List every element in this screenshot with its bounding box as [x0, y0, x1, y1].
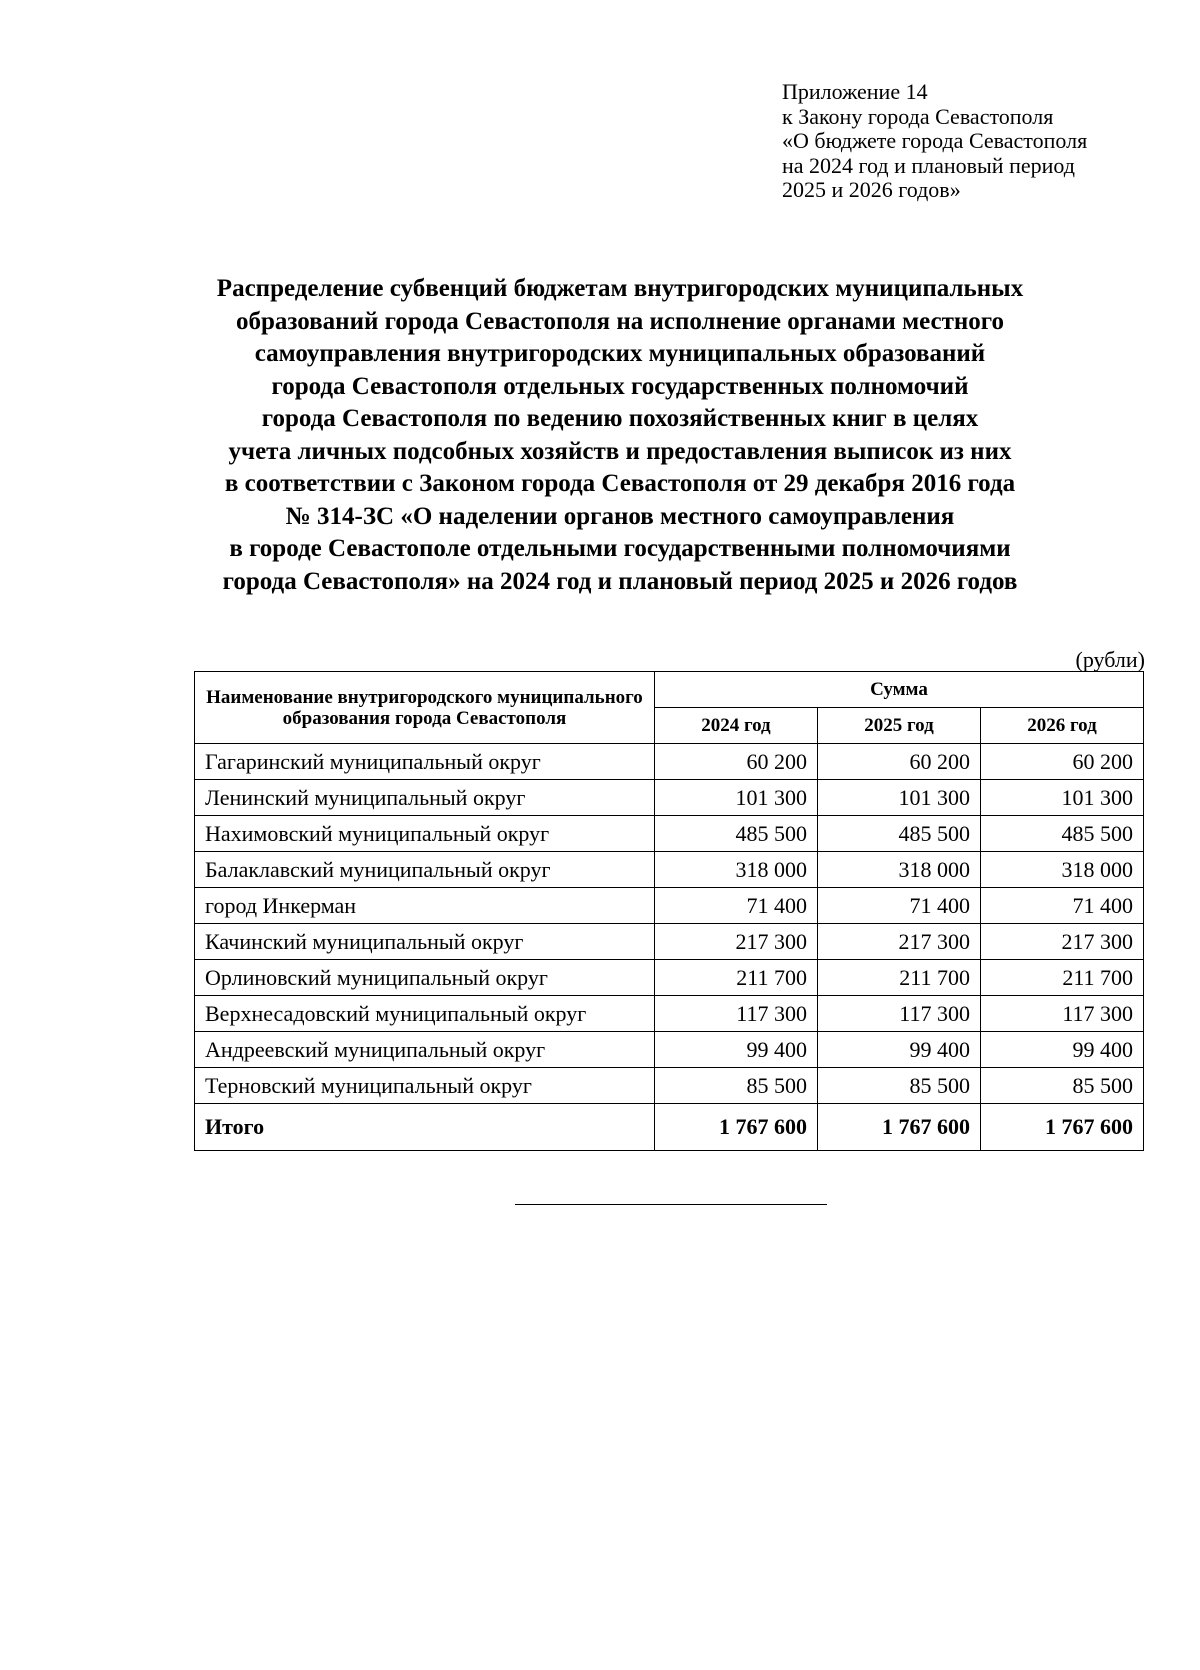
amount-2026: 101 300: [980, 780, 1143, 816]
appendix-line: 2025 и 2026 годов»: [782, 177, 961, 202]
year-2026-header: 2026 год: [980, 708, 1143, 744]
table-header-row: [195, 672, 1144, 708]
table-row: [195, 996, 1144, 1032]
document-title: [150, 273, 1090, 598]
title-line: города Севастополя отдельных государственных полномочий: [271, 372, 969, 400]
amount-2024: 60 200: [654, 744, 817, 780]
municipality-name: Гагаринский муниципальный округ: [195, 744, 655, 780]
amount-2025: 99 400: [817, 1032, 980, 1068]
amount-2026: 71 400: [980, 888, 1143, 924]
appendix-line: «О бюджете города Севастополя: [782, 128, 1088, 153]
appendix-line: на 2024 год и плановый период: [782, 152, 1075, 178]
amount-2025: 485 500: [817, 816, 980, 852]
municipality-name: Верхнесадовский муниципальный округ: [195, 996, 655, 1032]
total-2025: 1 767 600: [817, 1104, 980, 1151]
amount-2025: 101 300: [817, 780, 980, 816]
table-row: [195, 888, 1144, 924]
appendix-note: [782, 80, 1087, 203]
total-row: [195, 1104, 1144, 1151]
municipality-name: Андреевский муниципальный округ: [195, 1032, 655, 1068]
subvention-table: [194, 671, 1144, 1151]
amount-2025: 85 500: [817, 1068, 980, 1104]
amount-2024: 99 400: [654, 1032, 817, 1068]
title-line: Распределение субвенций бюджетам внутригородских муниципальных: [216, 275, 1024, 302]
amount-2026: 117 300: [980, 996, 1143, 1032]
table-row: [195, 780, 1144, 816]
title-line: в соответствии с Законом города Севастополя от 29 декабря 2016 года: [224, 470, 1016, 497]
amount-2026: 211 700: [980, 960, 1143, 996]
table-row: [195, 744, 1144, 780]
total-label: Итого: [195, 1104, 655, 1151]
title-line: образований города Севастополя на исполнение органами местного: [235, 307, 1005, 335]
amount-2024: 485 500: [654, 816, 817, 852]
amount-2025: 211 700: [817, 960, 980, 996]
title-line: в городе Севастополе отдельными государственными полномочиями: [229, 535, 1011, 562]
year-2025-header: 2025 год: [817, 708, 980, 744]
amount-2024: 101 300: [654, 780, 817, 816]
year-2024-header: 2024 год: [654, 708, 817, 744]
municipality-name: город Инкерман: [195, 888, 655, 924]
amount-2024: 211 700: [654, 960, 817, 996]
table-row: [195, 852, 1144, 888]
municipality-column-header: Наименование внутригородского муниципального образования города Севастополя: [195, 672, 655, 744]
table-row: [195, 1068, 1144, 1104]
appendix-line: к Закону города Севастополя: [782, 103, 1054, 129]
amount-2025: 117 300: [817, 996, 980, 1032]
amount-2026: 99 400: [980, 1032, 1143, 1068]
total-2026: 1 767 600: [980, 1104, 1143, 1151]
title-line: города Севастополя по ведению похозяйственных книг в целях: [261, 405, 979, 432]
title-line: города Севастополя» на 2024 год и плановый период 2025 и 2026 годов: [222, 567, 1018, 595]
municipality-name: Орлиновский муниципальный округ: [195, 960, 655, 996]
amount-2026: 217 300: [980, 924, 1143, 960]
title-line: учета личных подсобных хозяйств и предоставления выписок из них: [228, 437, 1012, 465]
table-row: [195, 816, 1144, 852]
appendix-line: Приложение 14: [782, 79, 928, 104]
amount-2024: 217 300: [654, 924, 817, 960]
amount-2024: 71 400: [654, 888, 817, 924]
amount-2026: 485 500: [980, 816, 1143, 852]
amount-2024: 117 300: [654, 996, 817, 1032]
table-row: [195, 924, 1144, 960]
title-line: № 314-ЗС «О наделении органов местного самоуправления: [285, 502, 955, 530]
municipality-name: Качинский муниципальный округ: [195, 924, 655, 960]
total-2024: 1 767 600: [654, 1104, 817, 1151]
end-divider: [515, 1204, 827, 1205]
table-row: [195, 960, 1144, 996]
municipality-name: Терновский муниципальный округ: [195, 1068, 655, 1104]
amount-2025: 318 000: [817, 852, 980, 888]
currency-unit: (рубли): [1075, 647, 1145, 672]
amount-2024: 318 000: [654, 852, 817, 888]
title-line: самоуправления внутригородских муниципальных образований: [254, 340, 986, 367]
amount-2025: 71 400: [817, 888, 980, 924]
amount-2026: 60 200: [980, 744, 1143, 780]
amount-2024: 85 500: [654, 1068, 817, 1104]
municipality-name: Нахимовский муниципальный округ: [195, 816, 655, 852]
municipality-name: Ленинский муниципальный округ: [195, 780, 655, 816]
table-row: [195, 1032, 1144, 1068]
amount-2026: 85 500: [980, 1068, 1143, 1104]
municipality-name: Балаклавский муниципальный округ: [195, 852, 655, 888]
sum-column-header: Сумма: [654, 672, 1143, 708]
amount-2025: 217 300: [817, 924, 980, 960]
amount-2025: 60 200: [817, 744, 980, 780]
amount-2026: 318 000: [980, 852, 1143, 888]
